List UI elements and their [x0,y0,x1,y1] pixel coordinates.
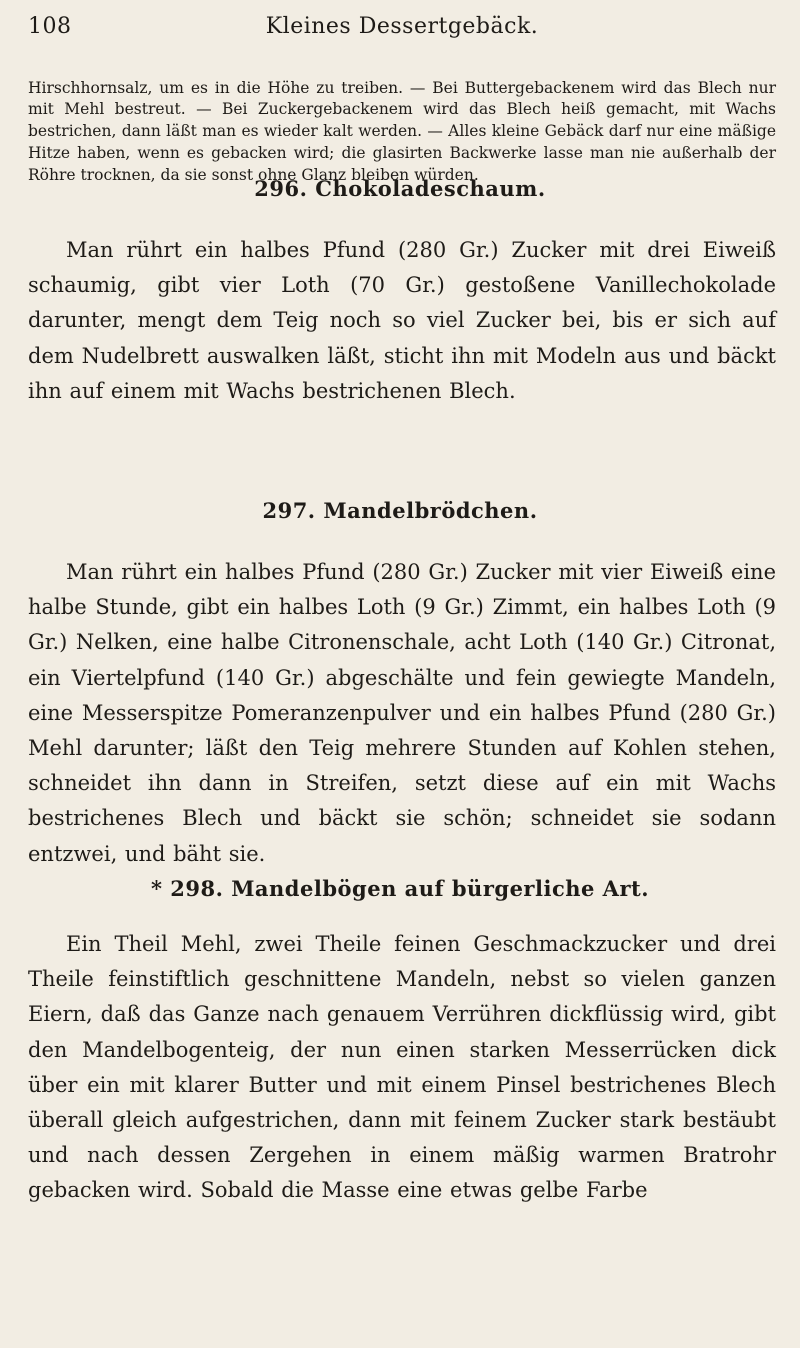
recipe-heading-297: 297. Mandelbrödchen. [262,498,538,523]
recipe-text-297: Man rührt ein halbes Pfund (280 Gr.) Zucker mit vier Eiweiß eine halbe Stunde, gibt ein halbes Loth (9 Gr.) Zimmt, ein halbes Loth (9 Gr.) Nelken, eine halbe Citronenschale, acht Loth (140 Gr.) Citronat, ein Viertelpfund (140 Gr.) abgeschälte und fein gewiegte Mandeln, eine Messerspitze Pomeranzenpulver und ein halbes Pfund (280 Gr.) Mehl darunter; läßt den Teig mehrere Stunden auf Kohlen stehen, schneidet ihn dann in Streifen, setzt diese auf ein mit Wachs bestrichenes Blech und bäckt sie schön; schneidet sie sodann entzwei, und bäht sie. [28,560,776,866]
recipe-text-296: Man rührt ein halbes Pfund (280 Gr.) Zucker mit drei Eiweiß schaumig, gibt vier Loth (70 Gr.) gestoßene Vanillechokolade darunter, mengt dem Teig noch so viel Zucker bei, bis er sich auf dem Nudelbrett auswalken läßt, sticht ihn mit Modeln aus und bäckt ihn auf einem mit Wachs bestrichenen Blech. [28,238,776,403]
recipe-heading-296: 296. Chokoladeschaum. [254,176,546,201]
page-number: 108 [28,14,72,39]
recipe-heading-298: * 298. Mandelbögen auf bürgerliche Art. [150,876,650,901]
intro-paragraph: Hirschhornsalz, um es in die Höhe zu treiben. — Bei Buttergebackenem wird das Blech nur mit Mehl bestreut. — Bei Zuckergebackenem wird das Blech heiß gemacht, mit Wachs bestrichen, dann läßt man es wieder kalt werden. — Alles kleine Gebäck darf nur eine mäßige Hitze haben, wenn es gebacken wird; die glasirten Backwerke lasse man nie außerhalb der Röhre trocknen, da sie sonst ohne Glanz bleiben würden. [28,78,776,184]
running-title: Kleines Dessertgebäck. [265,14,539,39]
page-header [28,14,776,44]
recipe-text-298: Ein Theil Mehl, zwei Theile feinen Geschmackzucker und drei Theile feinstiftlich geschnittene Mandeln, nebst so vielen ganzen Eiern, daß das Ganze nach genauem Verrühren dickflüssig wird, gibt den Mandelbogenteig, der nun einen starken Messerrücken dick über ein mit klarer Butter und mit einem Pinsel bestrichenes Blech überall gleich aufgestrichen, dann mit feinem Zucker stark bestäubt und nach dessen Zergehen in einem mäßig warmen Bratrohr gebacken wird. Sobald die Masse eine etwas gelbe Farbe [28,932,776,1203]
